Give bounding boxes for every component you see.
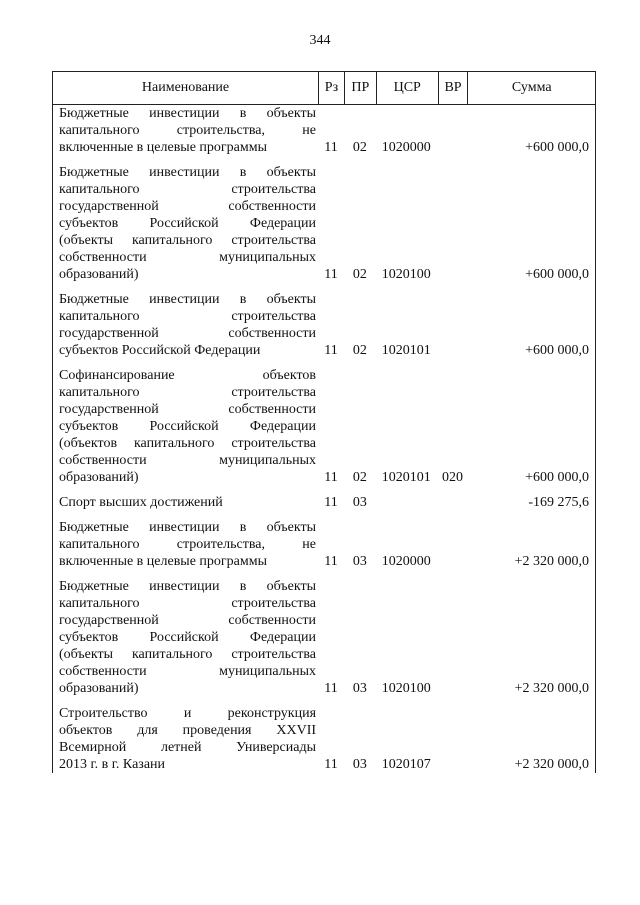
- row-csr: 1020100: [381, 681, 431, 696]
- row-name-line: капитального строительства: [59, 182, 317, 197]
- row-name-line: образований): [59, 470, 139, 485]
- header-name: Наименование: [141, 80, 230, 95]
- row-rz: 11: [324, 343, 338, 358]
- row-name-line: капитального строительства: [59, 309, 317, 324]
- table-row: [53, 367, 595, 486]
- row-pr: 02: [352, 267, 367, 282]
- table-body: [52, 105, 596, 773]
- header-rz: Рз: [318, 72, 344, 104]
- row-pr: 02: [352, 343, 367, 358]
- header-vr: ВР: [438, 72, 468, 104]
- row-name-line: государственной собственности: [59, 199, 317, 214]
- page-number: 344: [309, 33, 331, 48]
- row-name-line: образований): [59, 267, 139, 282]
- row-name-line: объектов для проведения XXVII: [59, 723, 317, 738]
- row-name-line: включенные в целевые программы: [59, 140, 268, 155]
- row-name-line: собственности муниципальных: [59, 250, 317, 265]
- row-sum: +600 000,0: [525, 470, 589, 485]
- table-row: [53, 519, 595, 570]
- row-name-line: Бюджетные инвестиции в объекты: [59, 292, 317, 307]
- row-name-line: образований): [59, 681, 139, 696]
- row-sum: +600 000,0: [525, 267, 589, 282]
- budget-table: [52, 71, 596, 781]
- table-header: [52, 71, 596, 105]
- row-rz: 11: [324, 681, 338, 696]
- table-row: [53, 291, 595, 359]
- row-sum: +2 320 000,0: [514, 681, 589, 696]
- row-name: [53, 291, 318, 359]
- table-row: [53, 578, 595, 697]
- table-row: [53, 164, 595, 283]
- row-name: [53, 705, 318, 773]
- row-csr: 1020000: [381, 140, 431, 155]
- row-name-line: 2013 г. в г. Казани: [59, 757, 166, 772]
- row-pr: 02: [352, 140, 367, 155]
- row-name-line: капитального строительства, не: [59, 537, 317, 552]
- row-rz: 11: [324, 495, 338, 510]
- table-row: [53, 494, 595, 511]
- row-name-line: Софинансирование объектов: [59, 368, 317, 383]
- row-name-line: Строительство и реконструкция: [59, 706, 317, 721]
- row-name-line: собственности муниципальных: [59, 453, 317, 468]
- header-pr: ПР: [344, 72, 376, 104]
- row-csr: 1020101: [381, 343, 431, 358]
- row-name-line: субъектов Российской Федерации: [59, 419, 317, 434]
- row-pr: 03: [352, 554, 367, 569]
- row-name-line: (объектов капитального строительства: [59, 436, 317, 451]
- row-name-line: Бюджетные инвестиции в объекты: [59, 579, 317, 594]
- row-rz: 11: [324, 267, 338, 282]
- header-sum: Сумма: [467, 72, 595, 104]
- row-name: [53, 367, 318, 486]
- row-name-line: собственности муниципальных: [59, 664, 317, 679]
- row-name: [53, 164, 318, 283]
- row-name-line: включенные в целевые программы: [59, 554, 268, 569]
- row-rz: 11: [324, 140, 338, 155]
- row-csr: 1020000: [381, 554, 431, 569]
- row-pr: 03: [352, 681, 367, 696]
- row-name: [53, 578, 318, 697]
- row-csr: 1020100: [381, 267, 431, 282]
- row-name-line: Бюджетные инвестиции в объекты: [59, 106, 317, 121]
- row-name-line: капитального строительства: [59, 596, 317, 611]
- row-pr: 03: [352, 495, 367, 510]
- row-name-line: субъектов Российской Федерации: [59, 343, 261, 358]
- row-sum: +600 000,0: [525, 140, 589, 155]
- row-name-line: субъектов Российской Федерации: [59, 216, 317, 231]
- row-name-line: государственной собственности: [59, 326, 317, 341]
- row-name-line: капитального строительства, не: [59, 123, 317, 138]
- row-name-line: государственной собственности: [59, 613, 317, 628]
- row-sum: +600 000,0: [525, 343, 589, 358]
- row-pr: 03: [352, 757, 367, 772]
- row-rz: 11: [324, 757, 338, 772]
- row-name-line: Спорт высших достижений: [59, 495, 223, 510]
- row-vr: 020: [442, 470, 464, 485]
- row-rz: 11: [324, 470, 338, 485]
- row-name-line: государственной собственности: [59, 402, 317, 417]
- table-row: [53, 105, 595, 156]
- row-csr: 1020107: [381, 757, 431, 772]
- row-sum: -169 275,6: [528, 495, 589, 510]
- row-sum: +2 320 000,0: [514, 757, 589, 772]
- row-name-line: (объекты капитального строительства: [59, 233, 317, 248]
- row-name-line: (объекты капитального строительства: [59, 647, 317, 662]
- row-sum: +2 320 000,0: [514, 554, 589, 569]
- row-name-line: Бюджетные инвестиции в объекты: [59, 520, 317, 535]
- row-name: [53, 494, 318, 511]
- header-csr: ЦСР: [376, 72, 438, 104]
- row-name: [53, 519, 318, 570]
- row-name-line: Всемирной летней Универсиады: [59, 740, 317, 755]
- row-name: [53, 105, 318, 156]
- row-name-line: Бюджетные инвестиции в объекты: [59, 165, 317, 180]
- row-name-line: капитального строительства: [59, 385, 317, 400]
- row-csr: 1020101: [381, 470, 431, 485]
- row-name-line: субъектов Российской Федерации: [59, 630, 317, 645]
- row-pr: 02: [352, 470, 367, 485]
- row-rz: 11: [324, 554, 338, 569]
- table-row: [53, 705, 595, 773]
